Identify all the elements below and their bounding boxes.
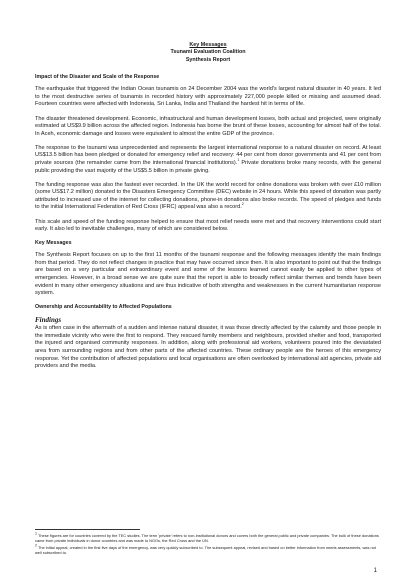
section-heading-key-messages: Key Messages [35,240,72,247]
footnote-ref-2: 2 [241,202,244,207]
footnote-2 [35,545,380,556]
footnote-text: These figures are for countries covered by the TEC studies. The term 'private' refers to non-institutional donors and covers both the general public and private companies. The bulk of these donations came from private individuals in donor countries and was made to NGOs, the Red Cross and the UN. [35,533,379,544]
subheading-findings: Findings [35,316,62,325]
paragraph-findings: As is often case in the aftermath of a sudden and intense natural disaster, it was those directly affected by the calamity and those people in the immediate vicinity who were the first to respond. They rescued family members and neighbours, provided shelter and food, transported the injured and organised community responses. In addition, along with professional aid workers, volunteers poured into the devastated area from surrounding regions and from other parts of the affected countries. These ordinary people are the heroes of this emergency response. Yet the contribution of affected populations and local organisations are often overlooked by international aid agencies, private aid providers and the media. [35,325,381,370]
paragraph-synthesis-focus: The Synthesis Report focuses on up to the first 11 months of the tsunami response and the following messages identify the main findings from that period. They do not reflect changes in practice that may have occurred since then. It is also important to point out that the findings are based on a very particular and extraordinary event and some of the lessons learned cannot easily be applied to other types of emergencies. However, in a broad sense we are quite sure that the report is able to broadly reflect similar themes and trends have been evident in many other emergency situations and are thus indicative of both strengths and weaknesses in the current humanitarian response system. [35,252,381,297]
paragraph-development: The disaster threatened development. Economic, infrastructural and human development losses, both actual and projected, were originally estimated at US$9.9 billion across the affected region. Indonesia has borne the brunt of these losses, accounting for almost half of the total. In Aceh, economic damage and losses were equivalent to almost the entire GDP of the province. [35,115,381,137]
doc-report-name: Synthesis Report [185,56,231,63]
paragraph-earthquake: The earthquake that triggered the Indian Ocean tsunamis on 24 December 2004 was the world's largest natural disaster in 40 years. It led to the most destructive series of tsunamis in recorded history with approximately 227,000 people killed or missing and assumed dead. Fourteen countries were affected with Indonesia, Sri Lanka, India and Thailand the hardest hit in terms of life. [35,86,381,108]
footnote-1 [35,533,380,544]
doc-organization: Tsunami Evaluation Coalition [170,49,246,56]
doc-title: Key Messages [189,42,227,48]
footnote-number: 1 [35,531,37,536]
section-heading-impact: Impact of the Disaster and Scale of the Response [35,74,160,81]
paragraph-response-scale [35,145,381,175]
paragraph-text: Private donations broke many records, with the general public providing the vast majority of the US$5.5 billion in private giving. [35,159,381,174]
paragraph-scale-speed: This scale and speed of the funding response helped to ensure that most relief needs were met and that recovery interventions could start early. It also led to inevitable challenges, many of which are considered below. [35,218,381,233]
paragraph-funding-speed [35,182,381,212]
paragraph-text: The response to the tsunami was unprecedented and represents the largest international response to a natural disaster on record. At least US$13.5 billion has been pledged or donated for emergency relief and recovery: 44 per cent from donor governments and 41 per cent from private sources (the remainder came from the international financial institutions). [35,144,381,166]
footnote-divider [35,529,140,530]
paragraph-text: The funding response was also the fastest ever recorded. In the UK the world record for online donations was broken with over £10 million (some US$17.2 million) donated to the Disasters Emergency Committee (DEC) website in 24 hours. While this speed of donation was partly attributed to increased use of the internet for collecting donations, phone-in donations also broke records. The speed of pledges and funds to the initial International Federation of Red Cross (IFRC) appeal was also a record. [35,181,381,211]
footnote-text: The initial appeal, created in the first five days of the emergency, was very quickly subscribed to. The subsequent appeal, revised and based on better information from needs assessments, was not well subscribed to. [35,545,376,556]
section-heading-ownership: Ownership and Accountability to Affected Populations [35,304,172,311]
footnote-ref-1: 1 [237,158,240,163]
page-number: 1 [373,568,377,574]
footnote-number: 2 [35,543,37,548]
